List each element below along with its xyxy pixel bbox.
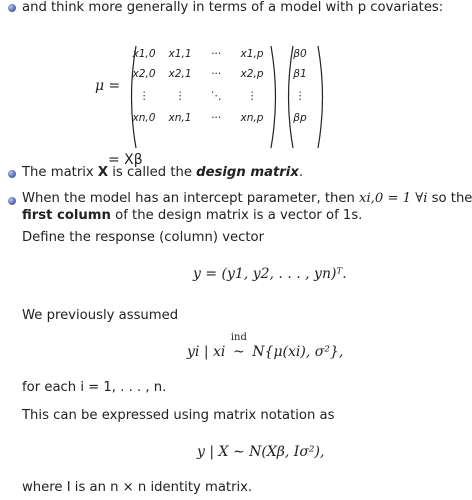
x-matrix-cell: x2,1 [168,68,192,80]
x-matrix-cell: xn,p [240,112,264,124]
text: We previously assumed [22,308,179,323]
assumed-text [22,308,178,323]
x-matrix-cell: x2,0 [132,68,156,80]
matrix-model-equation [197,444,324,460]
x-matrix-cell: ⋮ [246,90,258,102]
beta-vector-cell: β1 [293,68,307,80]
x-matrix-cell: x1,p [240,48,264,60]
x-matrix-cell: ⋮ [138,90,150,102]
eq-left: yi | xi [187,344,226,360]
text: The matrix [22,165,98,180]
equals-xbeta: = Xβ [108,152,143,168]
ind-label: ind [230,332,247,343]
text: This can be expressed using matrix notation as [22,408,335,423]
x-matrix-cell: ⋮ [174,90,186,102]
text: where I is an n × n identity matrix. [22,480,253,495]
for-each-line [22,380,166,395]
matrix-notation-text [22,408,335,423]
x-matrix-cell: ⋱ [210,90,222,102]
x-matrix [128,48,288,148]
text: . [298,165,304,180]
mu-lhs [95,78,120,94]
bullet-dot [8,170,16,178]
assumed-equation: yi | xi ind ~ N{μ(xi), σ²}, [187,332,344,360]
intercept-math: xi,0 = 1 ∀i [359,191,428,206]
x-matrix-cell: x1,0 [132,48,156,60]
x-matrix-cell: ··· [210,68,222,80]
x-bold: X [97,165,109,180]
eq-right: N{μ(xi), σ²}, [252,344,344,360]
text: Define the response (column) vector [22,230,265,245]
text: of the design matrix is a vector of 1s. [110,208,363,223]
x-matrix-cell: xn,1 [168,112,192,124]
beta-vector-cell: β0 [293,48,307,60]
intercept-line-1 [22,191,472,206]
equation: y = (y1, y2, . . . , yn)ᵀ. [193,266,347,282]
x-matrix-cell: x2,p [240,68,264,80]
intercept-line-2 [22,208,362,223]
define-response-text [22,230,264,245]
response-equation [193,266,347,282]
text: for each i = 1, . . . , n. [22,380,167,395]
intro-text: and think more generally in terms of a model with p covariates: [22,0,444,15]
beta-vector-cell: βp [293,112,307,124]
intro-line [22,0,443,15]
x-matrix-cell: xn,0 [132,112,156,124]
x-matrix-cell: x1,1 [168,48,192,60]
bullet-dot [8,4,16,12]
where-line [22,480,252,495]
design-matrix-term: design matrix [196,165,299,180]
text: so the [427,191,472,206]
beta-vector-cell: ⋮ [294,90,306,102]
x-matrix-cell: ··· [210,112,222,124]
x-matrix-cell: ··· [210,48,222,60]
equation: y | X ∼ N(Xβ, Iσ²), [197,444,325,460]
mu-equals: μ = [95,78,121,94]
bullet-dot [8,197,16,205]
text: is called the [108,165,197,180]
design-matrix-line [22,165,303,180]
beta-right-paren [316,44,328,150]
first-column-term: first column [22,208,111,223]
text: When the model has an intercept parameter, then [22,191,360,206]
